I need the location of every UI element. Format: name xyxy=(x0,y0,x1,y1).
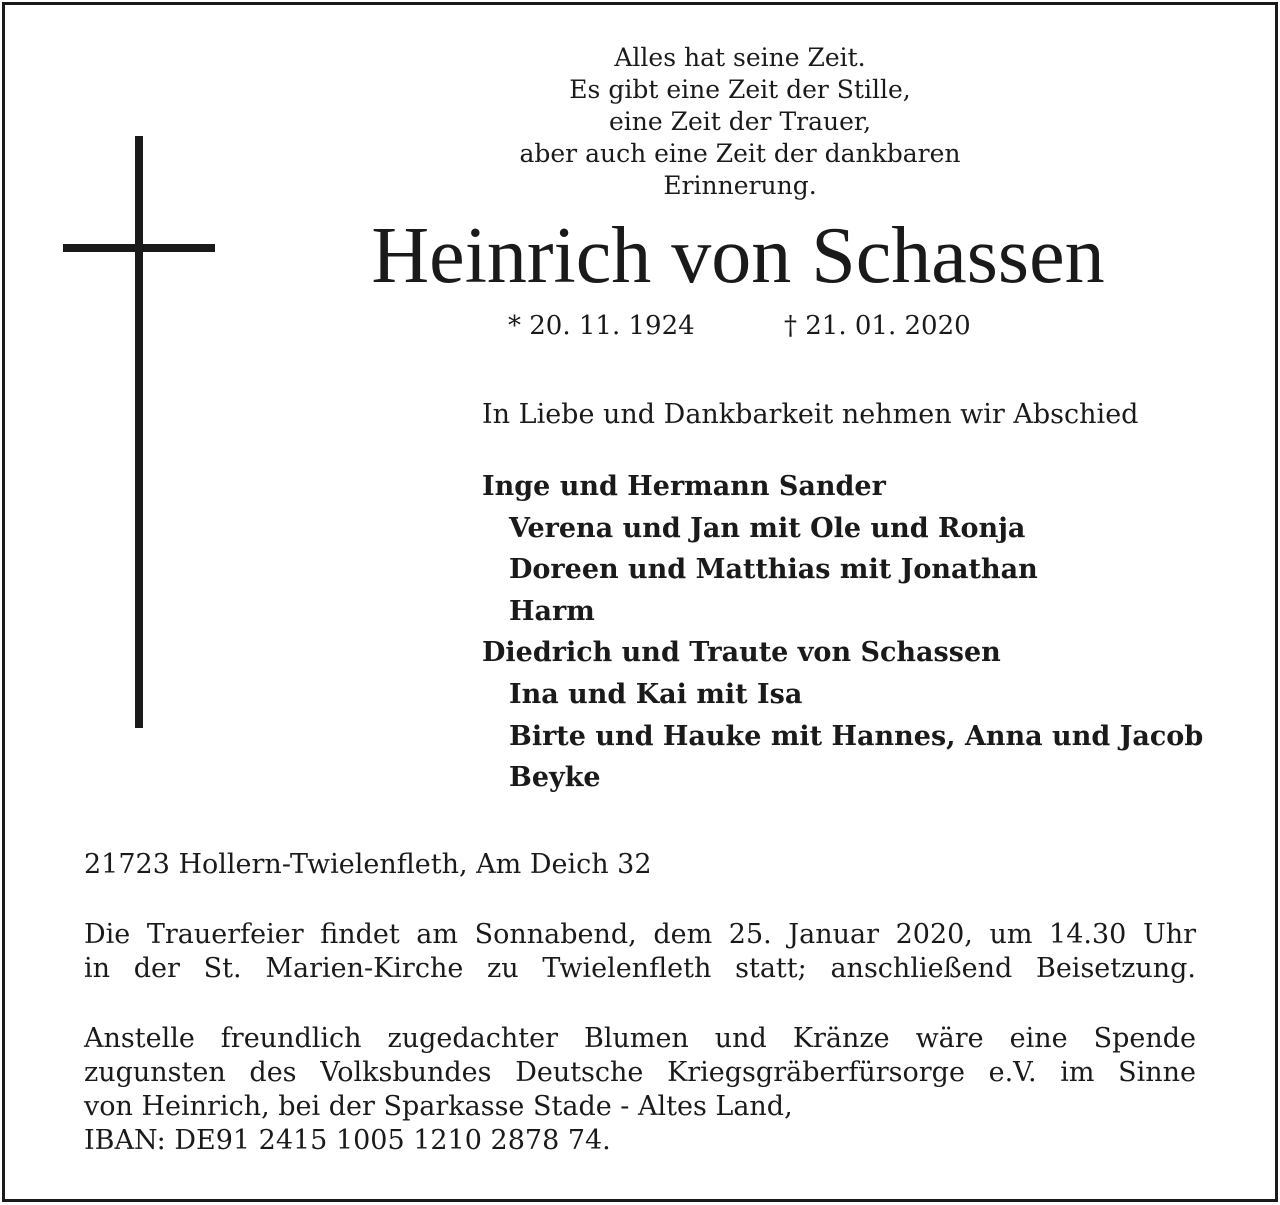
donation-iban: IBAN: DE91 2415 1005 1210 2878 74. xyxy=(84,1125,611,1156)
mourner-family-member: Birte und Hauke mit Hannes, Anna und Jacob xyxy=(509,720,1204,752)
birth-date: * 20. 11. 1924 xyxy=(508,311,695,341)
mourner-family-member: Harm xyxy=(509,595,595,627)
deceased-name: Heinrich von Schassen xyxy=(371,212,1105,300)
cross-horizontal-bar xyxy=(63,244,215,252)
poem-line: Es gibt eine Zeit der Stille, xyxy=(569,75,911,104)
mourner-family-head: Diedrich und Traute von Schassen xyxy=(482,637,1001,669)
poem-line: Alles hat seine Zeit. xyxy=(614,43,866,72)
donation-notice xyxy=(84,1022,1196,1158)
poem xyxy=(420,42,1060,202)
mourner-family-member: Verena und Jan mit Ole und Ronja xyxy=(509,512,1026,544)
address: 21723 Hollern-Twielenfleth, Am Deich 32 xyxy=(84,849,652,880)
service-line: Die Trauerfeier findet am Sonnabend, dem 25. Januar 2020, um 14.30 Uhr xyxy=(84,919,1196,950)
death-date: † 21. 01. 2020 xyxy=(784,311,971,341)
cross-vertical-bar xyxy=(135,136,143,728)
service-line: in der St. Marien-Kirche zu Twielenfleth statt; anschließend Beisetzung. xyxy=(84,953,1196,984)
donation-line: Anstelle freundlich zugedachter Blumen und Kränze wäre eine Spende xyxy=(84,1023,1196,1054)
donation-line: von Heinrich, bei der Sparkasse Stade - Altes Land, xyxy=(84,1091,793,1122)
mourners-list xyxy=(482,466,1203,799)
donation-line: zugunsten des Volksbundes Deutsche Kriegsgräberfürsorge e.V. im Sinne xyxy=(84,1057,1196,1088)
mourner-family-member: Ina und Kai mit Isa xyxy=(509,678,803,710)
poem-line: Erinnerung. xyxy=(663,171,817,200)
funeral-service-notice xyxy=(84,918,1196,986)
poem-line: eine Zeit der Trauer, xyxy=(608,107,872,136)
mourner-family-head: Inge und Hermann Sander xyxy=(482,471,886,502)
farewell-text: In Liebe und Dankbarkeit nehmen wir Abschied xyxy=(482,399,1139,430)
mourner-family-member: Doreen und Matthias mit Jonathan xyxy=(509,554,1038,586)
poem-line: aber auch eine Zeit der dankbaren xyxy=(519,139,961,168)
mourner-family-member: Beyke xyxy=(509,762,601,794)
